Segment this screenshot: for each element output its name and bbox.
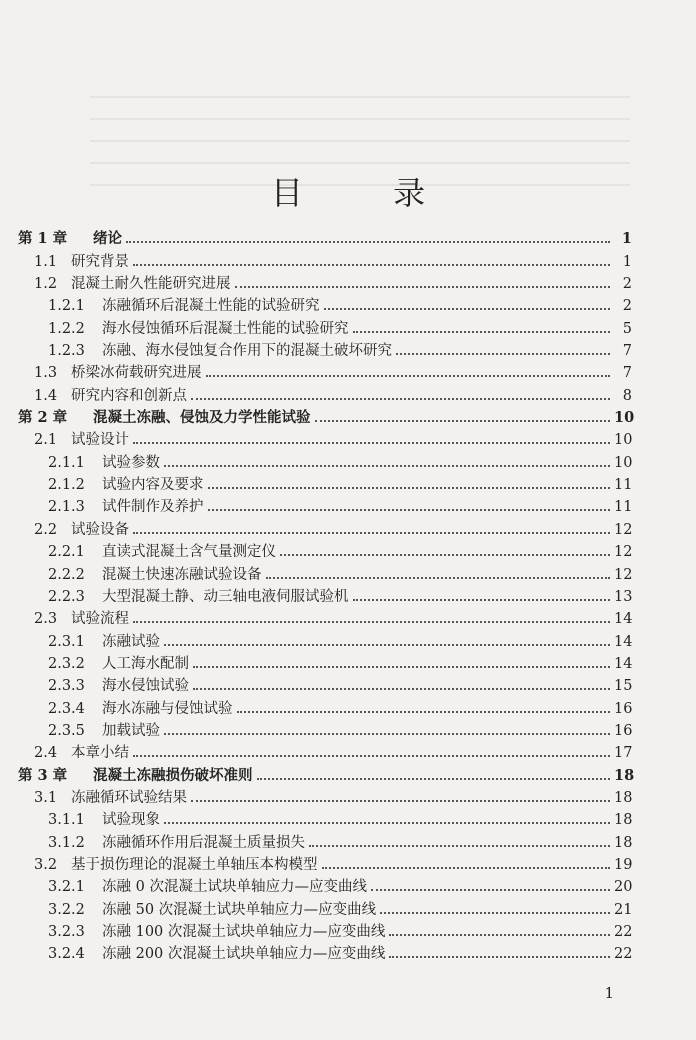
entry-number: 2.1 <box>34 432 58 449</box>
dot-leader <box>324 308 611 310</box>
entry-title: 直读式混凝土含气量测定仪 <box>102 544 276 561</box>
entry-number: 2.4 <box>34 745 58 762</box>
entry-page-number: 8 <box>622 387 632 404</box>
entry-page-number: 11 <box>614 499 633 516</box>
entry-title: 研究内容和创新点 <box>71 387 187 404</box>
toc-chapter-entry <box>18 226 632 248</box>
dot-leader <box>353 331 611 333</box>
dot-leader <box>353 599 611 601</box>
toc-section-entry <box>18 539 632 561</box>
entry-page-number: 7 <box>622 365 632 382</box>
dot-leader <box>164 822 610 824</box>
entry-number: 2.3.2 <box>48 655 85 672</box>
entry-title: 冻融 100 次混凝土试块单轴应力—应变曲线 <box>102 924 386 940</box>
toc-section-entry <box>18 584 632 606</box>
entry-page-number: 12 <box>614 566 633 583</box>
dot-leader <box>191 800 610 802</box>
entry-page-number: 22 <box>614 924 633 940</box>
toc-section-entry <box>18 874 632 896</box>
dot-leader <box>193 666 610 668</box>
dot-leader <box>322 867 611 869</box>
entry-page-number: 10 <box>614 432 633 449</box>
entry-title: 混凝土冻融、侵蚀及力学性能试验 <box>93 409 311 427</box>
entry-title: 冻融循环后混凝土性能的试验研究 <box>102 298 320 315</box>
entry-title: 海水侵蚀试验 <box>102 678 189 695</box>
toc-section-entry <box>18 494 632 516</box>
toc-section-entry <box>18 606 632 628</box>
entry-page-number: 12 <box>614 521 633 538</box>
entry-title: 加载试验 <box>102 722 160 739</box>
entry-title: 冻融试验 <box>102 633 160 650</box>
toc-section-entry <box>18 673 632 695</box>
entry-page-number: 18 <box>614 766 635 784</box>
entry-page-number: 10 <box>614 454 633 471</box>
toc-section-entry <box>18 852 632 874</box>
toc-section-entry <box>18 807 632 829</box>
toc-section-entry <box>18 695 632 717</box>
toc-section-entry <box>18 829 632 851</box>
entry-title: 试验设备 <box>71 521 129 538</box>
entry-number: 2.1.2 <box>48 477 85 494</box>
entry-number: 2.1.3 <box>48 499 85 516</box>
entry-number: 3.2.2 <box>48 901 85 918</box>
entry-page-number: 7 <box>622 343 632 360</box>
entry-page-number: 5 <box>622 320 632 337</box>
entry-number: 2.2.3 <box>48 588 85 605</box>
page-title: 目 录 <box>270 174 466 212</box>
dot-leader <box>309 845 610 847</box>
entry-title: 研究背景 <box>71 253 129 270</box>
entry-number: 2.3.3 <box>48 678 85 695</box>
entry-page-number: 15 <box>614 678 633 695</box>
dot-leader <box>126 241 610 243</box>
toc-section-entry <box>18 740 632 762</box>
dot-leader <box>266 577 611 579</box>
toc-section-entry <box>18 382 632 404</box>
toc-section-entry <box>18 427 632 449</box>
entry-page-number: 16 <box>614 722 633 739</box>
dot-leader <box>208 509 611 511</box>
entry-number: 2.3.4 <box>48 700 85 717</box>
entry-number: 1.2 <box>34 276 58 293</box>
entry-number: 1.2.1 <box>48 298 85 315</box>
toc-section-entry <box>18 472 632 494</box>
entry-title: 海水侵蚀循环后混凝土性能的试验研究 <box>102 320 349 337</box>
entry-page-number: 22 <box>614 946 633 963</box>
entry-title: 冻融、海水侵蚀复合作用下的混凝土破坏研究 <box>102 343 392 360</box>
dot-leader <box>389 934 610 936</box>
dot-leader <box>164 465 610 467</box>
entry-page-number: 14 <box>614 611 633 628</box>
dot-leader <box>396 353 610 355</box>
toc-section-entry <box>18 561 632 583</box>
toc-section-entry <box>18 293 632 315</box>
entry-page-number: 16 <box>614 700 633 717</box>
entry-number: 2.3.5 <box>48 722 85 739</box>
dot-leader <box>133 264 610 266</box>
entry-page-number: 21 <box>614 901 633 918</box>
dot-leader <box>193 688 610 690</box>
toc-chapter-entry <box>18 405 635 427</box>
entry-number: 第 1 章 <box>18 230 68 248</box>
dot-leader <box>133 442 610 444</box>
entry-number: 2.3.1 <box>48 633 85 650</box>
entry-number: 2.2.2 <box>48 566 85 583</box>
entry-title: 绪论 <box>93 230 122 248</box>
toc-section-entry <box>18 628 632 650</box>
entry-title: 海水冻融与侵蚀试验 <box>102 700 233 717</box>
dot-leader <box>164 733 610 735</box>
dot-leader <box>133 621 610 623</box>
table-of-contents <box>18 226 635 963</box>
entry-page-number: 14 <box>614 655 633 672</box>
entry-title: 混凝土耐久性能研究进展 <box>71 276 231 293</box>
toc-section-entry <box>18 896 632 918</box>
entry-title: 混凝土冻融损伤破坏准则 <box>93 766 253 784</box>
dot-leader <box>380 912 610 914</box>
entry-title: 混凝土快速冻融试验设备 <box>102 566 262 583</box>
entry-page-number: 2 <box>622 298 632 315</box>
entry-number: 3.1 <box>34 789 58 806</box>
dot-leader <box>371 889 610 891</box>
toc-section-entry <box>18 718 632 740</box>
entry-title: 基于损伤理论的混凝土单轴压本构模型 <box>71 856 318 873</box>
toc-section-entry <box>18 360 632 382</box>
dot-leader <box>191 398 610 400</box>
dot-leader <box>315 420 611 422</box>
toc-section-entry <box>18 516 632 538</box>
entry-number: 3.2.3 <box>48 924 85 940</box>
dot-leader <box>280 554 610 556</box>
entry-title: 冻融循环试验结果 <box>71 789 187 806</box>
entry-number: 1.2.2 <box>48 320 85 337</box>
entry-page-number: 18 <box>614 834 633 851</box>
entry-page-number: 1 <box>622 253 632 270</box>
dot-leader <box>235 286 611 288</box>
dot-leader <box>164 644 610 646</box>
entry-number: 3.2.4 <box>48 946 85 963</box>
entry-number: 2.1.1 <box>48 454 85 471</box>
entry-page-number: 2 <box>622 276 632 293</box>
entry-title: 冻融 200 次混凝土试块单轴应力—应变曲线 <box>102 946 386 963</box>
entry-number: 1.3 <box>34 365 58 382</box>
entry-number: 3.1.1 <box>48 812 85 829</box>
toc-section-entry <box>18 919 632 941</box>
entry-page-number: 13 <box>614 588 633 605</box>
entry-number: 第 3 章 <box>18 766 68 784</box>
entry-page-number: 12 <box>614 544 633 561</box>
dot-leader <box>133 755 610 757</box>
entry-number: 1.1 <box>34 253 58 270</box>
dot-leader <box>208 487 611 489</box>
entry-title: 试验参数 <box>102 454 160 471</box>
toc-section-entry <box>18 338 632 360</box>
entry-number: 3.2 <box>34 856 58 873</box>
entry-title: 试验现象 <box>102 812 160 829</box>
entry-page-number: 17 <box>614 745 633 762</box>
dot-leader <box>133 532 610 534</box>
toc-chapter-entry <box>18 762 635 784</box>
entry-number: 1.2.3 <box>48 343 85 360</box>
entry-title: 冻融 50 次混凝土试块单轴应力—应变曲线 <box>102 901 377 918</box>
entry-page-number: 11 <box>614 477 633 494</box>
entry-title: 试验内容及要求 <box>102 477 204 494</box>
entry-title: 试验设计 <box>71 432 129 449</box>
toc-section-entry <box>18 449 632 471</box>
toc-section-entry <box>18 248 632 270</box>
entry-page-number: 19 <box>614 856 633 873</box>
entry-number: 第 2 章 <box>18 409 68 427</box>
entry-page-number: 1 <box>621 230 632 248</box>
entry-number: 2.2 <box>34 521 58 538</box>
entry-number: 3.2.1 <box>48 879 85 896</box>
entry-page-number: 14 <box>614 633 633 650</box>
dot-leader <box>257 778 611 780</box>
toc-section-entry <box>18 785 632 807</box>
entry-number: 1.4 <box>34 387 58 404</box>
entry-page-number: 18 <box>614 812 633 829</box>
dot-leader <box>206 375 611 377</box>
entry-page-number: 18 <box>614 789 633 806</box>
entry-number: 2.2.1 <box>48 544 85 561</box>
entry-number: 3.1.2 <box>48 834 85 851</box>
entry-page-number: 10 <box>614 409 635 427</box>
toc-section-entry <box>18 315 632 337</box>
dot-leader <box>237 711 611 713</box>
entry-title: 人工海水配制 <box>102 655 189 672</box>
entry-page-number: 20 <box>614 879 633 896</box>
entry-title: 冻融 0 次混凝土试块单轴应力—应变曲线 <box>102 879 367 896</box>
entry-title: 桥梁冰荷载研究进展 <box>71 365 202 382</box>
entry-title: 试验流程 <box>71 611 129 628</box>
toc-section-entry <box>18 271 632 293</box>
entry-title: 本章小结 <box>71 745 129 762</box>
dot-leader <box>389 956 610 958</box>
toc-section-entry <box>18 941 632 963</box>
entry-title: 试件制作及养护 <box>102 499 204 516</box>
entry-title: 冻融循环作用后混凝土质量损失 <box>102 834 305 851</box>
toc-section-entry <box>18 651 632 673</box>
entry-number: 2.3 <box>34 611 58 628</box>
page-number: 1 <box>604 984 614 1002</box>
entry-title: 大型混凝土静、动三轴电液伺服试验机 <box>102 588 349 605</box>
